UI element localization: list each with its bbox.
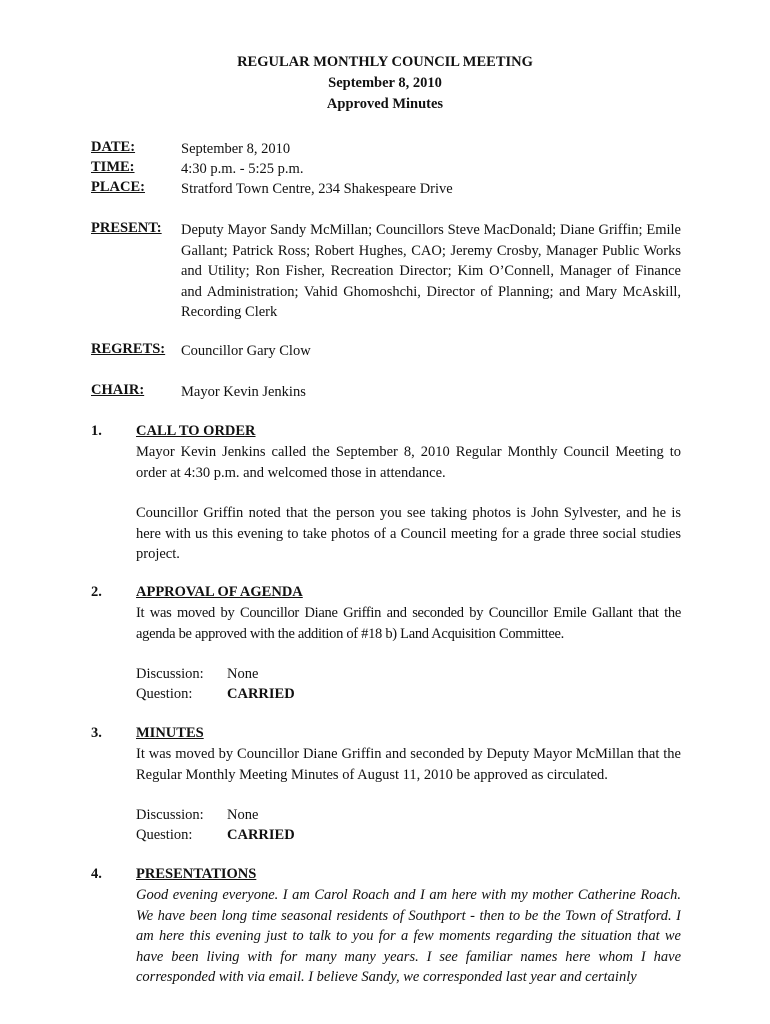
- question-result: CARRIED: [227, 827, 295, 843]
- discussion-value: None: [227, 666, 259, 682]
- regrets-label: REGRETS:: [91, 341, 166, 357]
- section-paragraph: Councillor Griffin noted that the person you see taking photos is John Sylvester, and he is here with us this evening to take photos of a Council meeting for a grade three social studies project.: [136, 505, 681, 562]
- time-value: 4:30 p.m. - 5:25 p.m.: [181, 161, 304, 177]
- document-header: [0, 52, 770, 115]
- minutes-status: Approved Minutes: [326, 96, 444, 112]
- date-label: DATE:: [91, 139, 136, 155]
- place-label: PLACE:: [91, 179, 145, 195]
- presentation-text: Good evening everyone. I am Carol Roach and I am here with my mother Catherine Roach. We have been long time seasonal residents of Southport - then to be the Town of Stratford. I am here this evening just to talk to you for a few moments regarding the situation that we have been living with for many many years. I see familiar names here whom I have corresponded with via email. I believe Sandy, we corresponded last year and certainly: [136, 887, 681, 985]
- discussion-label: Discussion:: [136, 807, 204, 823]
- section-title-call-to-order: CALL TO ORDER: [136, 423, 256, 439]
- date-value: September 8, 2010: [181, 141, 291, 157]
- section-title-approval-of-agenda: APPROVAL OF AGENDA: [136, 584, 303, 600]
- question-result: CARRIED: [227, 686, 295, 702]
- question-label: Question:: [136, 686, 193, 702]
- section-title-minutes: MINUTES: [136, 725, 204, 741]
- section-number: 1.: [91, 423, 102, 439]
- discussion-value: None: [227, 807, 259, 823]
- question-label: Question:: [136, 827, 193, 843]
- chair-label: CHAIR:: [91, 382, 145, 398]
- regrets-value: Councillor Gary Clow: [181, 343, 311, 359]
- chair-value: Mayor Kevin Jenkins: [181, 384, 306, 400]
- meeting-date-heading: September 8, 2010: [328, 75, 442, 91]
- time-label: TIME:: [91, 159, 135, 175]
- present-label: PRESENT:: [91, 220, 162, 236]
- meeting-title: REGULAR MONTHLY COUNCIL MEETING: [237, 54, 533, 70]
- section-number: 2.: [91, 584, 102, 600]
- section-paragraph: It was moved by Councillor Diane Griffin and seconded by Deputy Mayor McMillan that the Regular Monthly Meeting Minutes of August 11, 2010 be approved as circulated.: [136, 746, 681, 783]
- section-number: 3.: [91, 725, 102, 741]
- section-paragraph: Mayor Kevin Jenkins called the September 8, 2010 Regular Monthly Council Meeting to order at 4:30 p.m. and welcomed those in attendance.: [136, 444, 681, 481]
- place-value: Stratford Town Centre, 234 Shakespeare Drive: [181, 181, 453, 197]
- section-paragraph: It was moved by Councillor Diane Griffin and seconded by Councillor Emile Gallant that the agenda be approved with the addition of #18 b) Land Acquisition Committee.: [136, 605, 681, 642]
- present-value: Deputy Mayor Sandy McMillan; Councillors Steve MacDonald; Diane Griffin; Emile Gallant; Patrick Ross; Robert Hughes, CAO; Jeremy Crosby, Manager Public Works and Utility; Ron Fisher, Recreation Director; Kim O’Connell, Manager of Finance and Administration; Vahid Ghomoshchi, Director of Planning; and Mary McAskill, Recording Clerk: [181, 222, 681, 320]
- section-number: 4.: [91, 866, 102, 882]
- discussion-label: Discussion:: [136, 666, 204, 682]
- section-title-presentations: PRESENTATIONS: [136, 866, 257, 882]
